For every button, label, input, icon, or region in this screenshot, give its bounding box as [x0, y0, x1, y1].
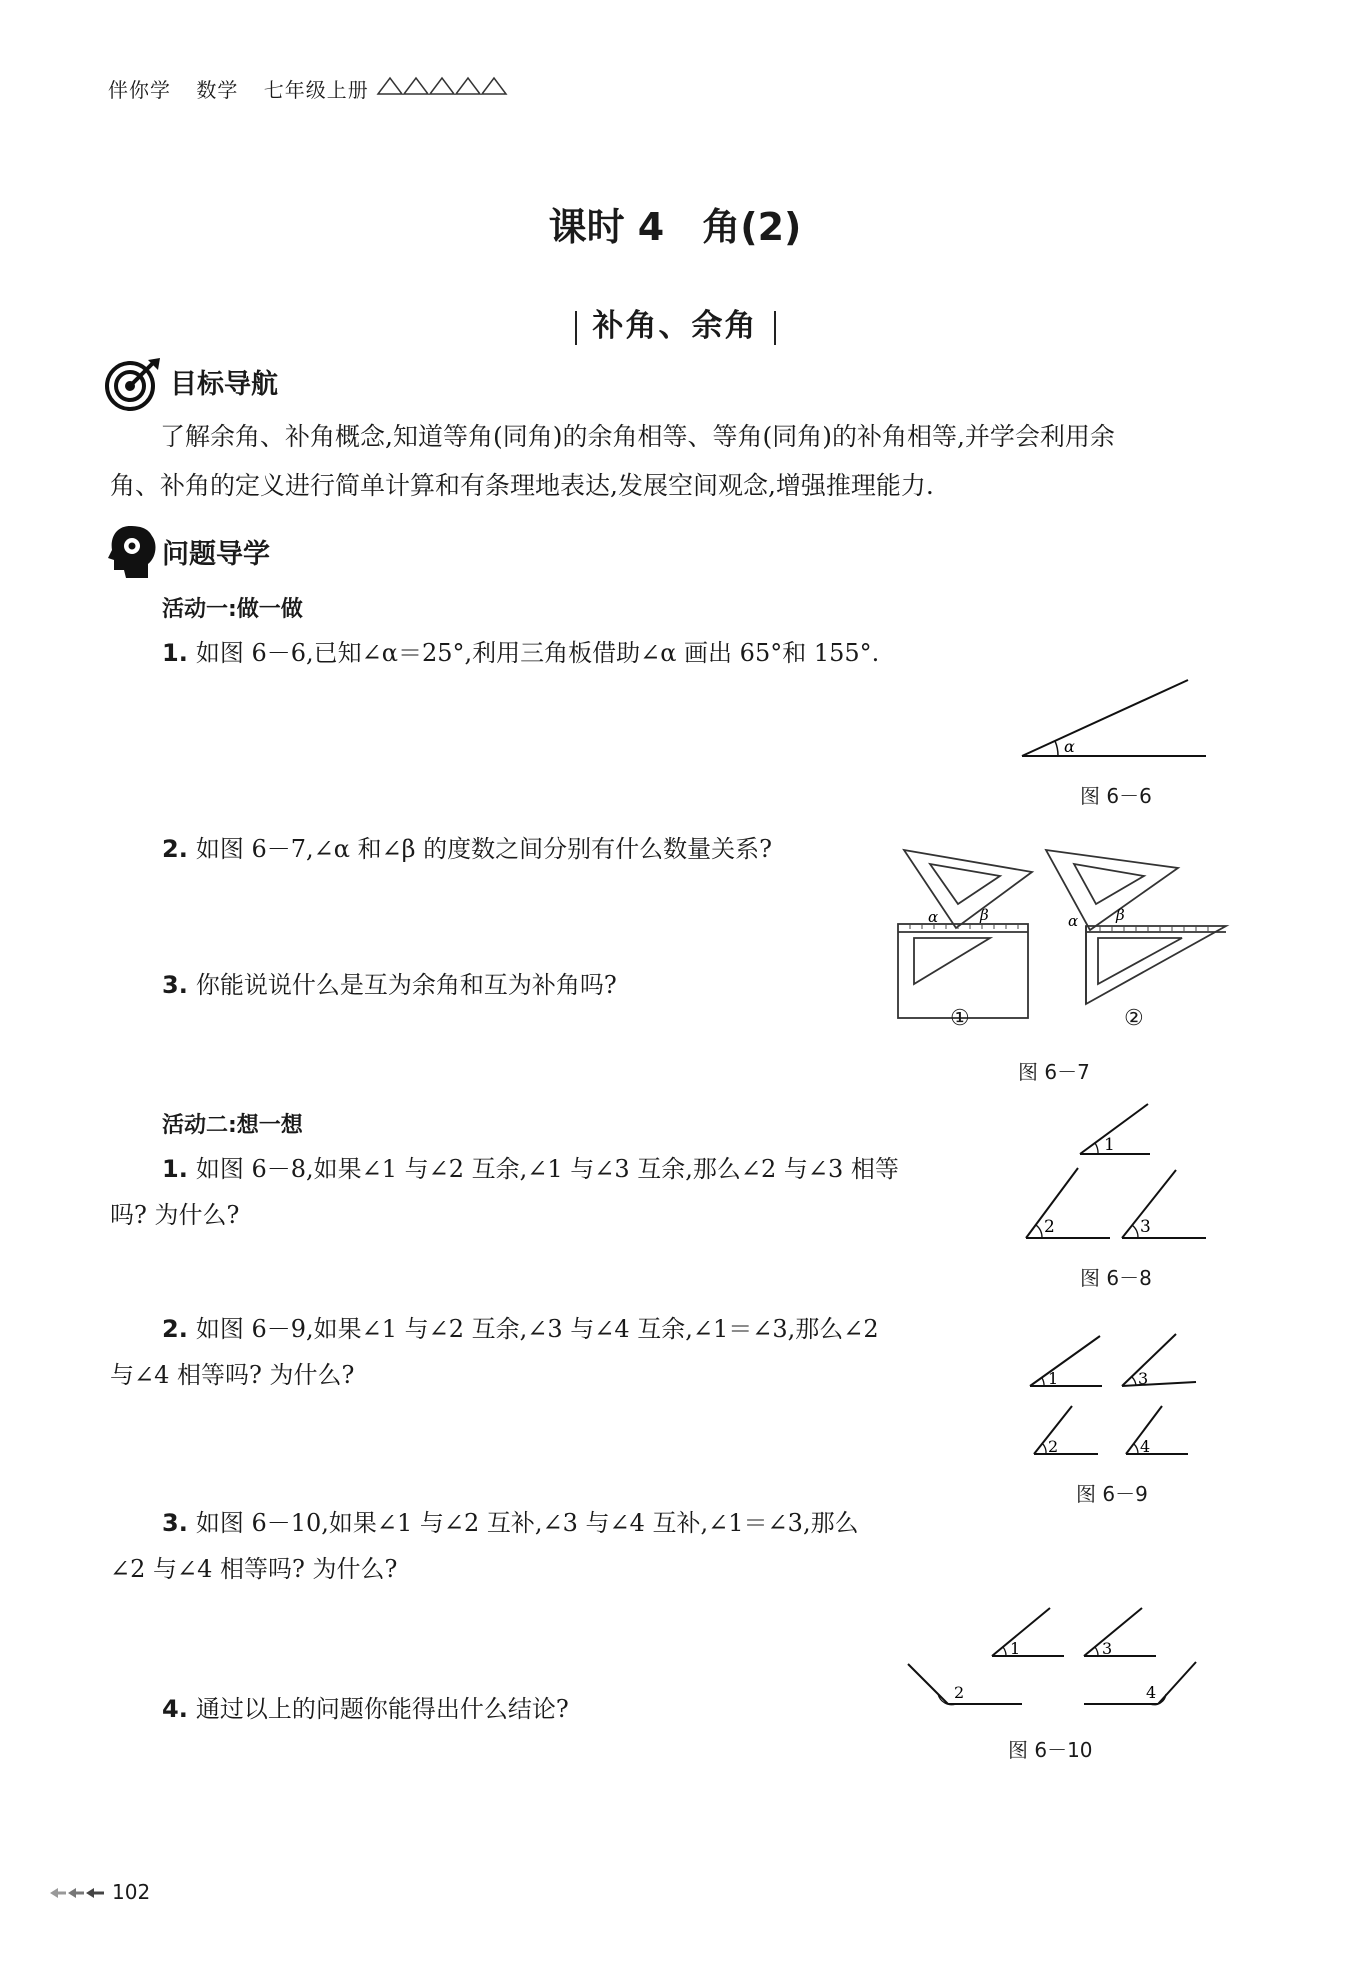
- goal-text-line2: 角、补角的定义进行简单计算和有条理地表达,发展空间观念,增强推理能力.: [110, 471, 934, 500]
- figure-6-9-angles: [1026, 1332, 1206, 1462]
- target-icon: [104, 356, 162, 412]
- guide-heading: 问题导学: [162, 539, 270, 570]
- figure-6-6-angle-alpha: [1020, 672, 1220, 768]
- figure-6-8-angles: [1020, 1100, 1220, 1246]
- fig68-label-1: 1: [1104, 1135, 1115, 1155]
- page-number: 102: [112, 1880, 151, 1904]
- fig69-label-1: 1: [1048, 1369, 1059, 1388]
- fig610-label-3: 3: [1102, 1639, 1113, 1658]
- activity1-question3: 3. 你能说说什么是互为余角和互为补角吗?: [162, 971, 617, 999]
- header-triangles-decoration: [376, 74, 516, 98]
- figure-6-7-sub1: ①: [950, 1006, 970, 1031]
- fig67-beta-1: β: [980, 906, 989, 924]
- running-header: [108, 74, 387, 103]
- figure-6-7-sub2: ②: [1124, 1006, 1144, 1031]
- fig67-beta-2: β: [1116, 906, 1125, 924]
- goal-heading: 目标导航: [170, 369, 278, 400]
- figure-6-8-caption: 图 6－8: [1080, 1266, 1152, 1290]
- header-book: 伴你学: [108, 78, 171, 102]
- subtitle-text: 补角、余角: [592, 308, 758, 344]
- activity1-question2: 2. 如图 6－7,∠α 和∠β 的度数之间分别有什么数量关系?: [162, 835, 773, 863]
- figure-6-10-caption: 图 6－10: [1008, 1738, 1093, 1762]
- activity2-question2-line1: 2. 如图 6－9,如果∠1 与∠2 互余,∠3 与∠4 互余,∠1＝∠3,那么∠2: [162, 1315, 879, 1343]
- figure-6-9-caption: 图 6－9: [1076, 1482, 1148, 1506]
- activity2-question3-line2: ∠2 与∠4 相等吗? 为什么?: [110, 1555, 398, 1583]
- fig69-label-2: 2: [1048, 1437, 1059, 1456]
- fig610-label-1: 1: [1010, 1639, 1021, 1658]
- figure-6-7-set-squares: [890, 836, 1230, 1036]
- activity2-question4: 4. 通过以上的问题你能得出什么结论?: [162, 1695, 569, 1723]
- activity2-question2-line2: 与∠4 相等吗? 为什么?: [110, 1361, 355, 1389]
- footer-arrows-decoration: [48, 1884, 110, 1902]
- fig69-label-4: 4: [1140, 1437, 1151, 1456]
- activity2-question1-line2: 吗? 为什么?: [110, 1201, 240, 1229]
- figure-6-10-angles: [904, 1594, 1208, 1710]
- activity1-heading: 活动一:做一做: [162, 597, 303, 622]
- fig67-alpha-2: α: [1068, 912, 1079, 930]
- figure-6-6-caption: 图 6－6: [1080, 784, 1152, 808]
- goal-text-line1: 了解余角、补角概念,知道等角(同角)的余角相等、等角(同角)的补角相等,并学会利用余: [160, 422, 1115, 451]
- fig69-label-3: 3: [1138, 1369, 1149, 1388]
- fig68-label-3: 3: [1140, 1217, 1151, 1237]
- activity2-question3-line1: 3. 如图 6－10,如果∠1 与∠2 互补,∠3 与∠4 互补,∠1＝∠3,那么: [162, 1509, 859, 1537]
- fig610-label-4: 4: [1146, 1683, 1157, 1702]
- svg-text:α: α: [1064, 737, 1075, 756]
- activity1-question1: 1. 如图 6－6,已知∠α＝25°,利用三角板借助∠α 画出 65°和 155°.: [162, 639, 880, 667]
- activity2-question1-line1: 1. 如图 6－8,如果∠1 与∠2 互余,∠1 与∠3 互余,那么∠2 与∠3 相等: [162, 1155, 899, 1183]
- fig68-label-2: 2: [1044, 1217, 1055, 1237]
- fig67-alpha-1: α: [928, 908, 939, 926]
- lesson-subtitle: [0, 300, 1350, 345]
- head-gear-icon: [108, 524, 158, 580]
- activity2-heading: 活动二:想一想: [162, 1113, 303, 1138]
- header-grade: 七年级上册: [263, 78, 369, 102]
- figure-6-7-caption: 图 6－7: [1018, 1060, 1090, 1084]
- fig610-label-2: 2: [954, 1683, 965, 1702]
- lesson-title: 课时 4 角(2): [548, 205, 802, 249]
- header-subject: 数学: [196, 78, 239, 102]
